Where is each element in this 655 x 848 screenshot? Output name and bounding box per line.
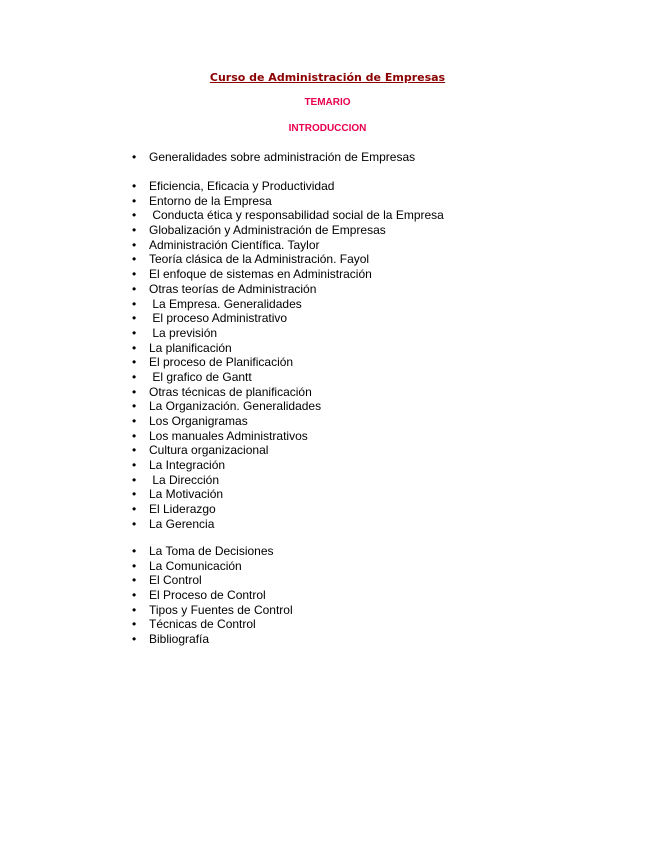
list-item: • La Dirección <box>132 473 444 488</box>
list-item: • La Comunicación <box>132 559 293 574</box>
list-item: • La Empresa. Generalidades <box>132 297 444 312</box>
section-heading: TEMARIO <box>304 97 351 108</box>
list-item: • Teoría clásica de la Administración. Fayol <box>132 252 444 267</box>
list-item: • Bibliografía <box>132 632 293 647</box>
list-item: • Tipos y Fuentes de Control <box>132 603 293 618</box>
list-item: • Cultura organizacional <box>132 443 444 458</box>
list-item: • El grafico de Gantt <box>132 370 444 385</box>
list-item: • El proceso Administrativo <box>132 311 444 326</box>
topic-list-3 <box>132 544 293 647</box>
list-item: • Entorno de la Empresa <box>132 194 444 209</box>
list-item: • La Organización. Generalidades <box>132 399 444 414</box>
list-item: • El Proceso de Control <box>132 588 293 603</box>
list-item: • La Integración <box>132 458 444 473</box>
list-item: • El Liderazgo <box>132 502 444 517</box>
topic-list-2 <box>132 179 444 532</box>
list-item: • La previsión <box>132 326 444 341</box>
list-item: • Generalidades sobre administración de Empresas <box>132 150 415 165</box>
list-item: • El Control <box>132 573 293 588</box>
topic-list-1 <box>132 150 415 165</box>
list-item: • La Motivación <box>132 487 444 502</box>
list-item: • Otras técnicas de planificación <box>132 385 444 400</box>
list-item: • Eficiencia, Eficacia y Productividad <box>132 179 444 194</box>
list-item: • La Gerencia <box>132 517 444 532</box>
list-item: • Conducta ética y responsabilidad social de la Empresa <box>132 208 444 223</box>
list-item: • Técnicas de Control <box>132 617 293 632</box>
subsection-heading: INTRODUCCION <box>288 123 367 134</box>
list-item: • Administración Científica. Taylor <box>132 238 444 253</box>
list-item: • Otras teorías de Administración <box>132 282 444 297</box>
list-item: • Globalización y Administración de Empresas <box>132 223 444 238</box>
list-item: • Los manuales Administrativos <box>132 429 444 444</box>
list-item: • La Toma de Decisiones <box>132 544 293 559</box>
document-title: Curso de Administración de Empresas <box>209 71 446 84</box>
list-item: • La planificación <box>132 341 444 356</box>
list-item: • Los Organigramas <box>132 414 444 429</box>
list-item: • El proceso de Planificación <box>132 355 444 370</box>
list-item: • El enfoque de sistemas en Administración <box>132 267 444 282</box>
